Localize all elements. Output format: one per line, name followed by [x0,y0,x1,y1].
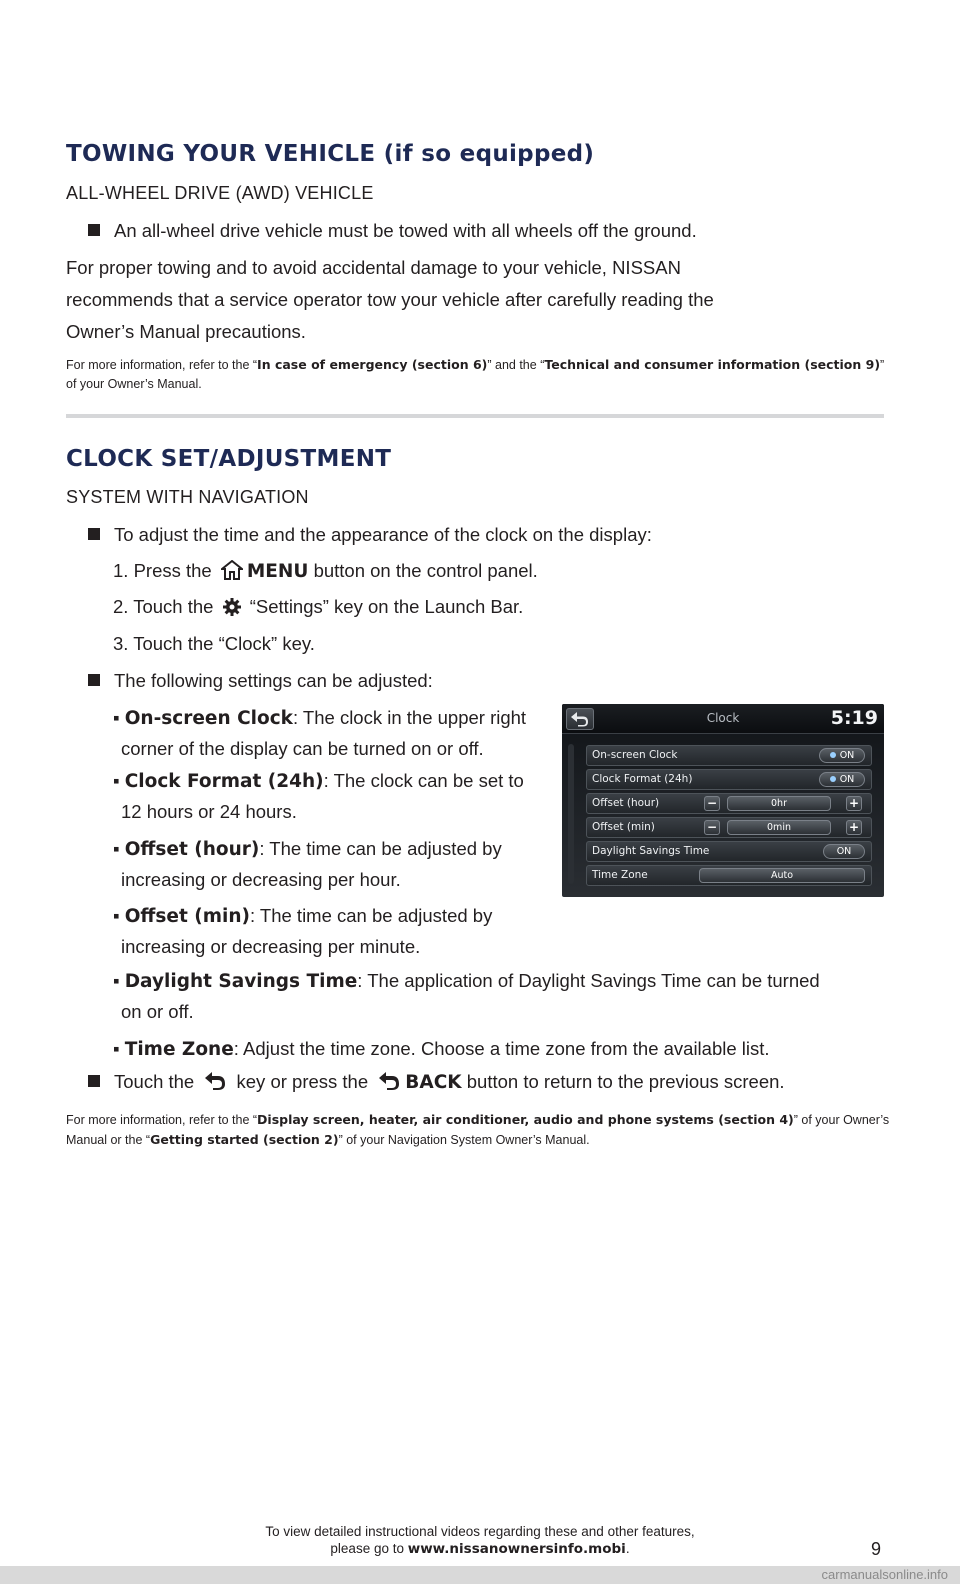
bullet-text: key or press the [236,1071,369,1092]
screen-title: Clock [706,711,740,725]
offset-min-plus-button[interactable]: + [846,820,862,835]
setting-item-offset-min: ▪ Offset (min): The time can be adjusted by increasing or decreasing per minute. [113,901,492,962]
indicator-led-icon [830,752,836,758]
awd-subhead: ALL-WHEEL DRIVE (AWD) VEHICLE [66,183,374,203]
towing-paragraph-line: recommends that a service operator tow your vehicle after carefully reading the [66,289,714,310]
towing-section-title: TOWING YOUR VEHICLE (if so equipped) [66,141,595,167]
setting-item-clock-format: ▪ Clock Format (24h): The clock can be set to 12 hours or 24 hours. [113,766,524,827]
toggle-value: ON [839,774,855,785]
section-divider [66,414,884,418]
setting-term: On-screen Clock [124,708,293,729]
note-text: ” of your Owner’s Manual. [66,358,885,391]
setting-term: Offset (min) [124,906,250,927]
screen-row-time-zone[interactable] [586,865,872,886]
back-arrow-icon [203,1071,227,1091]
towing-bullet-text: An all-wheel drive vehicle must be towed with all wheels off the ground. [114,220,697,241]
towing-paragraph-line: For proper towing and to avoid accidental damage to your vehicle, NISSAN [66,257,681,278]
screen-row-offset-hour[interactable] [586,793,872,814]
indicator-led-icon [830,776,836,782]
note-text: ” and the “ [487,358,545,372]
screen-scrollbar[interactable] [568,744,574,884]
screen-row-label: Clock Format (24h) [592,773,693,785]
bullet-text: The following settings can be adjusted: [114,670,433,691]
note-reference: Technical and consumer information (section 9) [544,357,881,372]
step-text: 2. Touch the [113,596,214,617]
step-3: 3. Touch the “Clock” key. [113,633,315,654]
note-reference: Getting started (section 2) [150,1132,339,1147]
home-icon [221,560,243,580]
menu-key-label: MENU [246,561,309,582]
step-text: button on the control panel. [313,560,538,581]
note-reference: In case of emergency (section 6) [257,357,488,372]
page-footer [0,1523,960,1558]
setting-desc: : The time can be adjusted by [249,905,493,926]
back-arrow-icon [567,709,593,729]
setting-desc: on or off. [121,1001,194,1022]
setting-item-on-screen-clock: ▪ On-screen Clock: The clock in the upper right corner of the display can be turned on or off. [113,703,526,764]
offset-hour-minus-button[interactable]: − [704,796,720,811]
setting-desc: : The application of Daylight Savings Time can be turned [357,970,820,991]
step-text: 1. Press the [113,560,212,581]
note-text: For more information, refer to the “ [66,358,258,372]
setting-desc: : Adjust the time zone. Choose a time zone from the available list. [233,1038,770,1059]
page-number: 9 [871,1539,882,1559]
navigation-subhead: SYSTEM WITH NAVIGATION [66,487,309,507]
screen-row-offset-min[interactable] [586,817,872,838]
setting-desc: 12 hours or 24 hours. [121,801,297,822]
setting-desc: : The clock in the upper right [292,707,527,728]
screen-clock: 5:19 [830,707,878,729]
setting-term: Time Zone [124,1039,234,1060]
step-2 [113,596,523,618]
step-text: “Settings” key on the Launch Bar. [249,596,524,617]
setting-desc: increasing or decreasing per hour. [121,869,401,890]
daylight-savings-toggle[interactable]: ON [823,844,865,859]
bullet-text: button to return to the previous screen. [466,1071,785,1092]
screen-row-on-screen-clock[interactable] [586,745,872,766]
towing-paragraph [66,252,826,348]
setting-term: Daylight Savings Time [124,971,358,992]
on-screen-clock-toggle[interactable] [819,748,865,763]
offset-min-minus-button[interactable]: − [704,820,720,835]
clock-reference-note [66,1110,896,1150]
screen-row-label: Offset (min) [592,821,655,833]
clock-bullet-settings [88,670,433,692]
offset-hour-plus-button[interactable]: + [846,796,862,811]
setting-desc: : The time can be adjusted by [259,838,502,859]
screen-row-label: On-screen Clock [592,749,678,761]
back-key-label: BACK [405,1072,462,1093]
setting-desc: increasing or decreasing per minute. [121,936,421,957]
footer-text: . [625,1541,630,1556]
setting-term: Clock Format (24h) [124,771,324,792]
screen-back-button[interactable] [566,708,594,730]
footer-line: To view detailed instructional videos regarding these and other features, [265,1524,695,1539]
bullet-square-icon [88,224,100,236]
bullet-text: Touch the [114,1071,195,1092]
footer-link[interactable]: www.nissanownersinfo.mobi [407,1541,626,1557]
note-text: ” of your Navigation System Owner’s Manual. [338,1133,590,1147]
screen-row-daylight-savings[interactable] [586,841,872,862]
screen-row-label: Time Zone [592,869,648,881]
offset-min-value: 0min [727,820,831,835]
towing-paragraph-line: Owner’s Manual precautions. [66,321,306,342]
clock-section-title: CLOCK SET/ADJUSTMENT [66,446,392,472]
back-arrow-icon [377,1071,401,1091]
setting-desc: corner of the display can be turned on or off. [121,738,484,759]
bullet-square-icon [88,528,100,540]
screen-row-clock-format[interactable] [586,769,872,790]
clock-settings-screen-photo [562,704,884,897]
towing-reference-note [66,355,896,394]
towing-bullet [88,220,697,242]
watermark-bar: carmanualsonline.info [0,1566,960,1584]
clock-bullet-adjust [88,524,652,546]
step-1 [113,560,538,582]
note-text: ” of your Owner’s Manual or the “ [66,1113,890,1147]
setting-item-time-zone: ▪ Time Zone: Adjust the time zone. Choose a time zone from the available list. [113,1038,770,1060]
note-reference: Display screen, heater, air conditioner, audio and phone systems (section 4) [257,1112,794,1127]
setting-term: Offset (hour) [124,839,260,860]
offset-hour-value: 0hr [727,796,831,811]
screen-row-label: Daylight Savings Time [592,845,710,857]
clock-format-toggle[interactable] [819,772,865,787]
gear-icon [223,598,241,616]
setting-item-offset-hour: ▪ Offset (hour): The time can be adjusted by increasing or decreasing per hour. [113,834,502,895]
bullet-text: To adjust the time and the appearance of the clock on the display: [114,524,652,545]
note-text: For more information, refer to the “ [66,1113,258,1127]
time-zone-value[interactable]: Auto [699,868,865,883]
toggle-value: ON [839,750,855,761]
footer-line [0,1540,960,1558]
setting-desc: : The clock can be set to [323,770,524,791]
screen-row-label: Offset (hour) [592,797,660,809]
bullet-square-icon [88,674,100,686]
bullet-square-icon [88,1075,100,1087]
clock-bullet-back [88,1071,785,1093]
footer-text: please go to [330,1541,408,1556]
screen-header [562,704,884,734]
setting-item-daylight-savings: ▪ Daylight Savings Time: The application of Daylight Savings Time can be turned on or off. [113,966,820,1027]
